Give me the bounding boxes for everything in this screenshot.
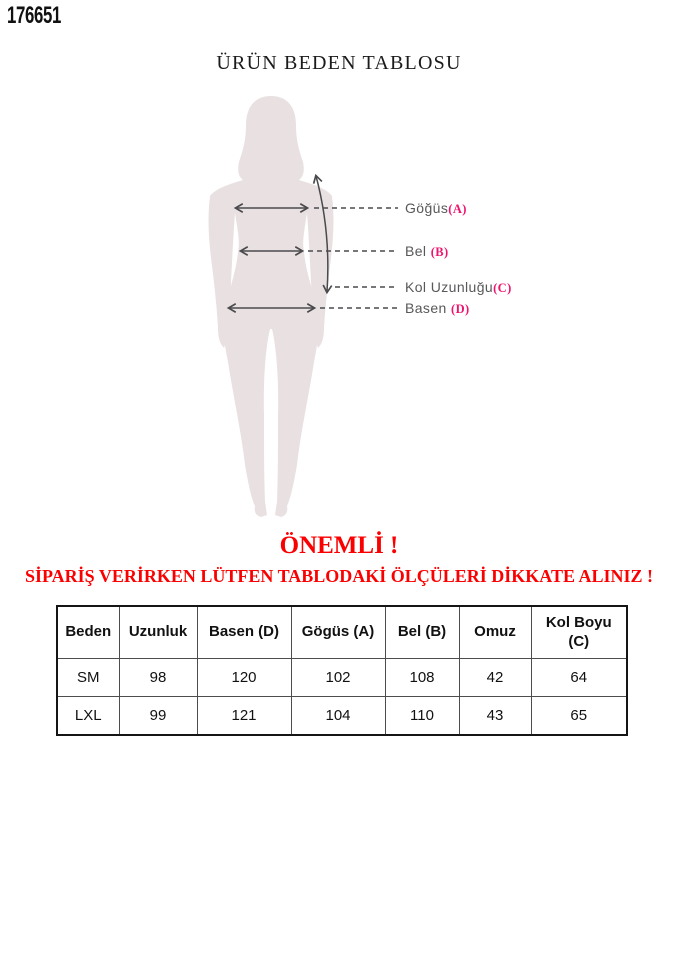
value-cell: 64 [531, 659, 627, 697]
header-cell-uzunluk: Uzunluk [119, 606, 197, 659]
value-cell: 43 [459, 697, 531, 736]
value-cell: 110 [385, 697, 459, 736]
size-cell: LXL [57, 697, 119, 736]
header-cell-kol-boyu: Kol Boyu (C) [531, 606, 627, 659]
measurement-code-c: (C) [493, 281, 512, 295]
measurement-label-hip [405, 299, 470, 317]
size-table [56, 605, 628, 736]
value-cell: 121 [197, 697, 291, 736]
measurement-code-a: (A) [448, 202, 467, 216]
body-silhouette [209, 96, 334, 517]
product-code: 176651 [7, 2, 61, 29]
value-cell: 42 [459, 659, 531, 697]
measurement-code-d: (D) [451, 302, 470, 316]
value-cell: 102 [291, 659, 385, 697]
value-cell: 104 [291, 697, 385, 736]
measurement-label-arm-text: Kol Uzunluğu [405, 279, 494, 295]
size-diagram [180, 80, 520, 530]
header-cell-basen: Basen (D) [197, 606, 291, 659]
measurement-code-b: (B) [430, 245, 449, 259]
measurement-label-chest-text: Göğüs [405, 200, 449, 216]
measurement-label-chest [405, 199, 467, 217]
page-title: ÜRÜN BEDEN TABLOSU [216, 52, 462, 74]
value-cell: 65 [531, 697, 627, 736]
value-cell: 120 [197, 659, 291, 697]
measurement-label-waist-text: Bel [405, 243, 431, 259]
header-cell-beden: Beden [57, 606, 119, 659]
table-row-sm [57, 659, 627, 697]
notice-heading: ÖNEMLİ ! [279, 532, 399, 559]
header-cell-bel: Bel (B) [385, 606, 459, 659]
measurement-label-arm [405, 278, 512, 296]
table-row-lxl [57, 697, 627, 736]
value-cell: 99 [119, 697, 197, 736]
size-table-header-row [57, 606, 627, 659]
value-cell: 108 [385, 659, 459, 697]
notice-warning: SİPARİŞ VERİRKEN LÜTFEN TABLODAKİ ÖLÇÜLERİ DİKKATE ALINIZ ! [25, 566, 653, 586]
header-cell-omuz: Omuz [459, 606, 531, 659]
size-cell: SM [57, 659, 119, 697]
measurement-label-waist [405, 242, 449, 260]
measurement-label-hip-text: Basen [405, 300, 451, 316]
value-cell: 98 [119, 659, 197, 697]
header-cell-gogus: Gögüs (A) [291, 606, 385, 659]
